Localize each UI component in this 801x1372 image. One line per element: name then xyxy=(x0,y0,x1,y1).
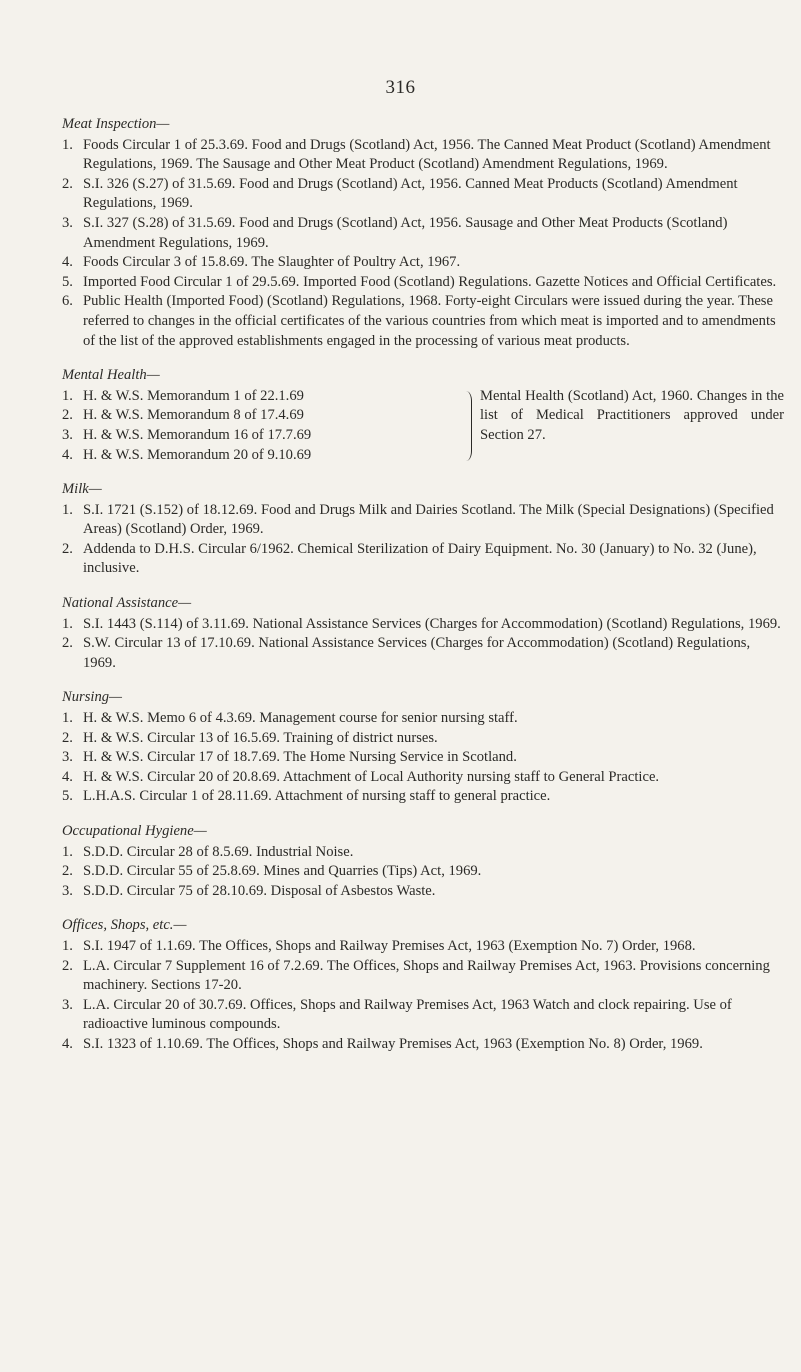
item-number: 1. xyxy=(62,136,73,153)
section-occupational-hygiene xyxy=(62,822,784,901)
item-text: Imported Food Circular 1 of 29.5.69. Imported Food (Scotland) Regulations. Gazette Notices and Official Certificates. xyxy=(83,273,777,290)
list-item xyxy=(62,387,465,407)
item-number: 4. xyxy=(62,1035,73,1052)
item-number: 3. xyxy=(62,749,73,766)
item-number: 2. xyxy=(62,729,73,746)
item-number: 2. xyxy=(62,175,73,192)
list-item xyxy=(62,843,784,863)
item-text: S.D.D. Circular 28 of 8.5.69. Industrial Noise. xyxy=(83,843,354,860)
section-heading: Occupational Hygiene— xyxy=(62,823,207,839)
list-item xyxy=(62,214,784,253)
item-number: 2. xyxy=(62,863,73,880)
item-number: 2. xyxy=(62,407,73,424)
item-number: 4. xyxy=(62,768,73,785)
list-item xyxy=(62,406,465,426)
list-item xyxy=(62,787,784,807)
item-number: 2. xyxy=(62,540,73,557)
section-meat-inspection xyxy=(62,115,784,351)
item-number: 3. xyxy=(62,996,73,1013)
list-item xyxy=(62,882,784,902)
mental-health-group xyxy=(62,387,784,465)
item-text: S.I. 1947 of 1.1.69. The Offices, Shops and Railway Premises Act, 1963 (Exemption No. 7) Order, 1968. xyxy=(83,937,696,954)
list-item xyxy=(62,996,784,1035)
item-number: 4. xyxy=(62,254,73,271)
item-text: S.I. 1323 of 1.10.69. The Offices, Shops and Railway Premises Act, 1963 (Exemption No. 8) Order, 1969. xyxy=(83,1035,703,1052)
item-list xyxy=(62,709,784,807)
item-number: 2. xyxy=(62,957,73,974)
section-offices-shops xyxy=(62,916,784,1054)
item-text: H. & W.S. Memo 6 of 4.3.69. Management course for senior nursing staff. xyxy=(83,710,518,727)
page-number: 316 xyxy=(385,77,416,98)
item-text: L.A. Circular 20 of 30.7.69. Offices, Shops and Railway Premises Act, 1963 Watch and clock repairing. Use of radioactive luminous compounds. xyxy=(83,996,732,1033)
item-text: Foods Circular 1 of 25.3.69. Food and Drugs (Scotland) Act, 1956. The Canned Meat Product (Scotland) Amendment Regulations, 1969. The Sausage and Other Meat Product (Scotland) Amendment Regulations, 1969. xyxy=(83,136,771,173)
item-number: 5. xyxy=(62,788,73,805)
item-text: Addenda to D.H.S. Circular 6/1962. Chemical Sterilization of Dairy Equipment. No. 30 (January) to No. 32 (June), inclusive. xyxy=(83,540,757,577)
section-heading: Offices, Shops, etc.— xyxy=(62,917,187,934)
item-text: H. & W.S. Memorandum 8 of 17.4.69 xyxy=(83,407,304,424)
item-text: S.W. Circular 13 of 17.10.69. National Assistance Services (Charges for Accommodation) (Scotland) Regulations, 1969. xyxy=(83,635,751,671)
section-heading: Nursing— xyxy=(62,689,123,706)
list-item xyxy=(62,292,784,351)
item-text: L.A. Circular 7 Supplement 16 of 7.2.69. The Offices, Shops and Railway Premises Act, 1963. Provisions concerning machinery. Sections 17-20. xyxy=(83,957,770,994)
item-text: Foods Circular 3 of 15.8.69. The Slaughter of Poultry Act, 1967. xyxy=(83,254,461,271)
item-text: Public Health (Imported Food) (Scotland) Regulations, 1968. Forty-eight Circulars were issued during the year. These referred to changes in the official certificates of the various countries from which meat is imported and to amendments of the list of the approved establishments engaged in the processing of various meat products. xyxy=(83,293,776,349)
item-number: 1. xyxy=(62,937,73,954)
list-item xyxy=(62,1035,784,1055)
section-national-assistance xyxy=(62,594,784,673)
list-item xyxy=(62,862,784,882)
section-milk xyxy=(62,480,784,579)
item-number: 5. xyxy=(62,273,73,290)
item-text: L.H.A.S. Circular 1 of 28.11.69. Attachment of nursing staff to general practice. xyxy=(83,788,551,805)
list-item xyxy=(62,768,784,788)
item-text: H. & W.S. Circular 13 of 16.5.69. Training of district nurses. xyxy=(83,729,438,746)
item-number: 1. xyxy=(62,615,73,632)
item-list xyxy=(62,615,784,674)
section-nursing xyxy=(62,688,784,807)
item-text: S.D.D. Circular 55 of 25.8.69. Mines and Quarries (Tips) Act, 1969. xyxy=(83,863,482,880)
item-number: 3. xyxy=(62,426,73,443)
list-item xyxy=(62,634,784,673)
list-item xyxy=(62,957,784,996)
mental-health-note: Mental Health (Scotland) Act, 1960. Changes in the list of Medical Practitioners approved under Section 27. xyxy=(480,387,784,443)
item-number: 1. xyxy=(62,843,73,860)
list-item xyxy=(62,175,784,214)
section-heading: Meat Inspection— xyxy=(62,116,170,132)
item-number: 4. xyxy=(62,446,73,463)
item-list xyxy=(62,843,784,902)
item-text: S.I. 1721 (S.152) of 18.12.69. Food and Drugs Milk and Dairies Scotland. The Milk (Special Designations) (Specified Areas) (Scotland) Order, 1969. xyxy=(83,501,774,538)
list-item xyxy=(62,426,465,446)
list-item xyxy=(62,501,784,540)
list-item xyxy=(62,273,784,293)
list-item xyxy=(62,615,784,635)
item-list xyxy=(62,136,784,352)
item-text: H. & W.S. Circular 17 of 18.7.69. The Home Nursing Service in Scotland. xyxy=(83,749,517,766)
item-text: H. & W.S. Circular 20 of 20.8.69. Attachment of Local Authority nursing staff to General Practice. xyxy=(83,768,660,785)
item-list xyxy=(62,501,784,579)
grouping-brace xyxy=(465,391,472,461)
section-heading: National Assistance— xyxy=(62,595,192,612)
item-number: 6. xyxy=(62,293,73,310)
list-item xyxy=(62,446,465,466)
item-text: S.I. 327 (S.28) of 31.5.69. Food and Drugs (Scotland) Act, 1956. Sausage and Other Meat Products (Scotland) Amendment Regulations, 1969. xyxy=(83,214,728,251)
item-number: 3. xyxy=(62,214,73,231)
item-number: 1. xyxy=(62,387,73,404)
item-list xyxy=(62,387,465,465)
item-number: 3. xyxy=(62,882,73,899)
item-list xyxy=(62,937,784,1055)
list-item xyxy=(62,709,784,729)
list-item xyxy=(62,729,784,749)
list-item xyxy=(62,540,784,579)
item-number: 1. xyxy=(62,501,73,518)
list-item xyxy=(62,253,784,273)
item-text: H. & W.S. Memorandum 16 of 17.7.69 xyxy=(83,426,312,443)
section-heading: Milk— xyxy=(62,481,102,498)
item-text: S.D.D. Circular 75 of 28.10.69. Disposal of Asbestos Waste. xyxy=(83,882,436,899)
item-text: S.I. 1443 (S.114) of 3.11.69. National Assistance Services (Charges for Accommodation) (Scotland) Regulations, 1969. xyxy=(83,615,781,632)
item-number: 1. xyxy=(62,710,73,727)
list-item xyxy=(62,748,784,768)
item-text: H. & W.S. Memorandum 1 of 22.1.69 xyxy=(83,387,304,404)
section-heading: Mental Health— xyxy=(62,367,160,384)
item-text: S.I. 326 (S.27) of 31.5.69. Food and Drugs (Scotland) Act, 1956. Canned Meat Products (Scotland) Amendment Regulations, 1969. xyxy=(83,175,738,212)
item-text: H. & W.S. Memorandum 20 of 9.10.69 xyxy=(83,446,312,463)
section-mental-health xyxy=(62,366,784,465)
item-number: 2. xyxy=(62,635,73,652)
page-content xyxy=(62,115,784,1070)
list-item xyxy=(62,136,784,175)
list-item xyxy=(62,937,784,957)
